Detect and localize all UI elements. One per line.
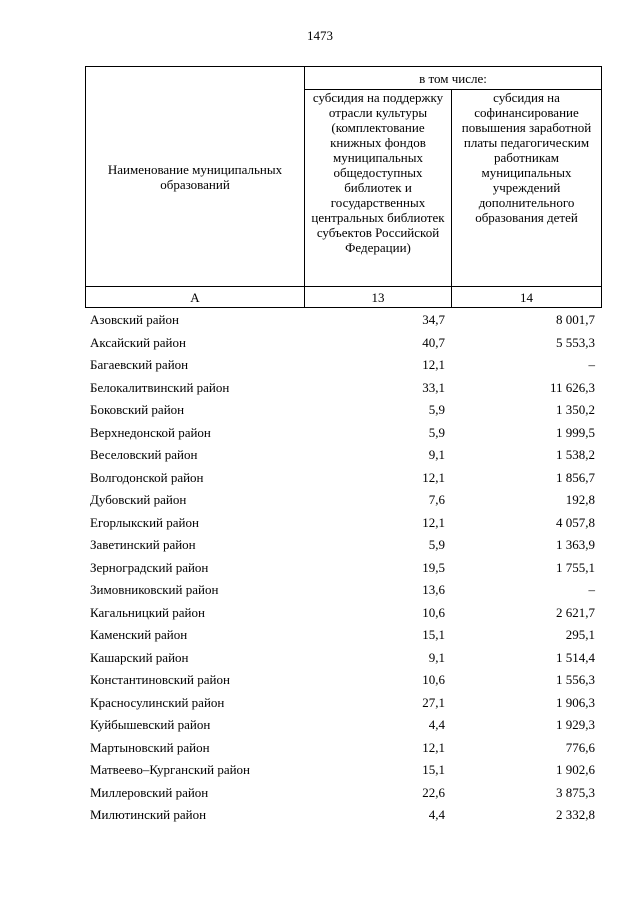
row-value-14: –: [588, 582, 595, 598]
table-row: [85, 669, 601, 692]
table-row: [85, 444, 601, 467]
page-number: 1473: [307, 28, 333, 43]
table-row: [85, 377, 601, 400]
row-name: Милютинский район: [90, 807, 207, 823]
row-name: Верхнедонской район: [90, 424, 211, 440]
data-table: [85, 309, 601, 827]
table-row: [85, 534, 601, 557]
header-col14-description: субсидия на софинансирование повышения заработной платы педагогическим работникам муниципальных учреждений дополнительного образования детей: [452, 90, 602, 287]
table-header: [85, 66, 602, 308]
row-value-14: 1 514,4: [556, 649, 595, 665]
row-name: Каменский район: [90, 627, 188, 643]
row-value-14: 2 621,7: [556, 604, 595, 620]
row-value-14: 3 875,3: [556, 784, 595, 800]
row-value-14: 2 332,8: [556, 807, 595, 823]
row-value-14: 1 906,3: [556, 694, 595, 710]
table-row: [85, 692, 601, 715]
row-name: Красносулинский район: [90, 694, 225, 710]
table-row: [85, 354, 601, 377]
row-value-13: 22,6: [422, 784, 445, 800]
row-name: Азовский район: [90, 312, 179, 328]
row-name: Мартыновский район: [90, 739, 210, 755]
row-name: Куйбышевский район: [90, 717, 211, 733]
row-value-13: 10,6: [422, 604, 445, 620]
row-value-14: –: [588, 357, 595, 373]
row-name: Багаевский район: [90, 357, 189, 373]
header-number-14: 14: [452, 287, 602, 308]
row-value-13: 19,5: [422, 559, 445, 575]
table-row: [85, 557, 601, 580]
header-letter-a: А: [86, 287, 305, 308]
row-value-13: 5,9: [428, 402, 445, 418]
row-name: Белокалитвинский район: [90, 379, 230, 395]
table-row: [85, 332, 601, 355]
row-value-13: 4,4: [428, 807, 445, 823]
row-name: Константиновский район: [90, 672, 230, 688]
table-row: [85, 624, 601, 647]
row-name: Егорлыкский район: [90, 514, 199, 530]
table-row: [85, 602, 601, 625]
header-name-column: Наименование муниципальных образований: [86, 67, 305, 287]
row-value-14: 1 556,3: [556, 672, 595, 688]
row-name: Кашарский район: [90, 649, 189, 665]
row-value-13: 34,7: [422, 312, 445, 328]
table-row: [85, 512, 601, 535]
row-value-13: 9,1: [428, 649, 445, 665]
row-name: Дубовский район: [90, 492, 187, 508]
row-value-14: 1 755,1: [556, 559, 595, 575]
row-value-14: 1 999,5: [556, 424, 595, 440]
row-value-13: 27,1: [422, 694, 445, 710]
row-value-13: 12,1: [422, 357, 445, 373]
header-col13-description: субсидия на поддержку отрасли культуры (комплектование книжных фондов муниципальных общедоступных библиотек и государственных центральных библиотек субъектов Российской Федерации): [305, 90, 452, 287]
row-value-14: 4 057,8: [556, 514, 595, 530]
table-row: [85, 489, 601, 512]
table-row: [85, 782, 601, 805]
row-name: Веселовский район: [90, 447, 198, 463]
row-value-14: 1 856,7: [556, 469, 595, 485]
row-name: Кагальницкий район: [90, 604, 205, 620]
row-value-14: 8 001,7: [556, 312, 595, 328]
row-value-13: 15,1: [422, 627, 445, 643]
row-value-14: 11 626,3: [549, 379, 595, 395]
row-value-13: 15,1: [422, 762, 445, 778]
row-value-13: 5,9: [428, 537, 445, 553]
table-row: [85, 467, 601, 490]
table-row: [85, 737, 601, 760]
table-row: [85, 309, 601, 332]
row-value-13: 13,6: [422, 582, 445, 598]
row-value-13: 12,1: [422, 469, 445, 485]
row-value-14: 1 902,6: [556, 762, 595, 778]
row-name: Зерноградский район: [90, 559, 209, 575]
row-name: Матвеево–Курганский район: [90, 762, 251, 778]
row-value-14: 1 929,3: [556, 717, 595, 733]
row-value-13: 9,1: [428, 447, 445, 463]
row-name: Аксайский район: [90, 334, 186, 350]
table-row: [85, 422, 601, 445]
row-value-13: 4,4: [428, 717, 445, 733]
header-including: в том числе:: [305, 67, 602, 90]
row-value-13: 40,7: [422, 334, 445, 350]
row-value-13: 12,1: [422, 739, 445, 755]
row-value-14: 192,8: [565, 492, 595, 508]
row-value-14: 1 350,2: [556, 402, 595, 418]
row-value-13: 5,9: [428, 424, 445, 440]
row-value-13: 10,6: [422, 672, 445, 688]
row-value-14: 1 538,2: [556, 447, 595, 463]
row-name: Боковский район: [90, 402, 185, 418]
row-name: Миллеровский район: [90, 784, 209, 800]
row-value-14: 295,1: [565, 627, 595, 643]
row-value-13: 7,6: [428, 492, 445, 508]
row-value-14: 1 363,9: [556, 537, 595, 553]
table-row: [85, 759, 601, 782]
row-name: Зимовниковский район: [90, 582, 219, 598]
row-name: Волгодонской район: [90, 469, 204, 485]
row-name: Заветинский район: [90, 537, 196, 553]
row-value-14: 5 553,3: [556, 334, 595, 350]
table-row: [85, 647, 601, 670]
table-row: [85, 714, 601, 737]
row-value-13: 12,1: [422, 514, 445, 530]
table-row: [85, 399, 601, 422]
row-value-14: 776,6: [565, 739, 595, 755]
table-row: [85, 579, 601, 602]
table-row: [85, 804, 601, 827]
header-number-13: 13: [305, 287, 452, 308]
row-value-13: 33,1: [422, 379, 445, 395]
